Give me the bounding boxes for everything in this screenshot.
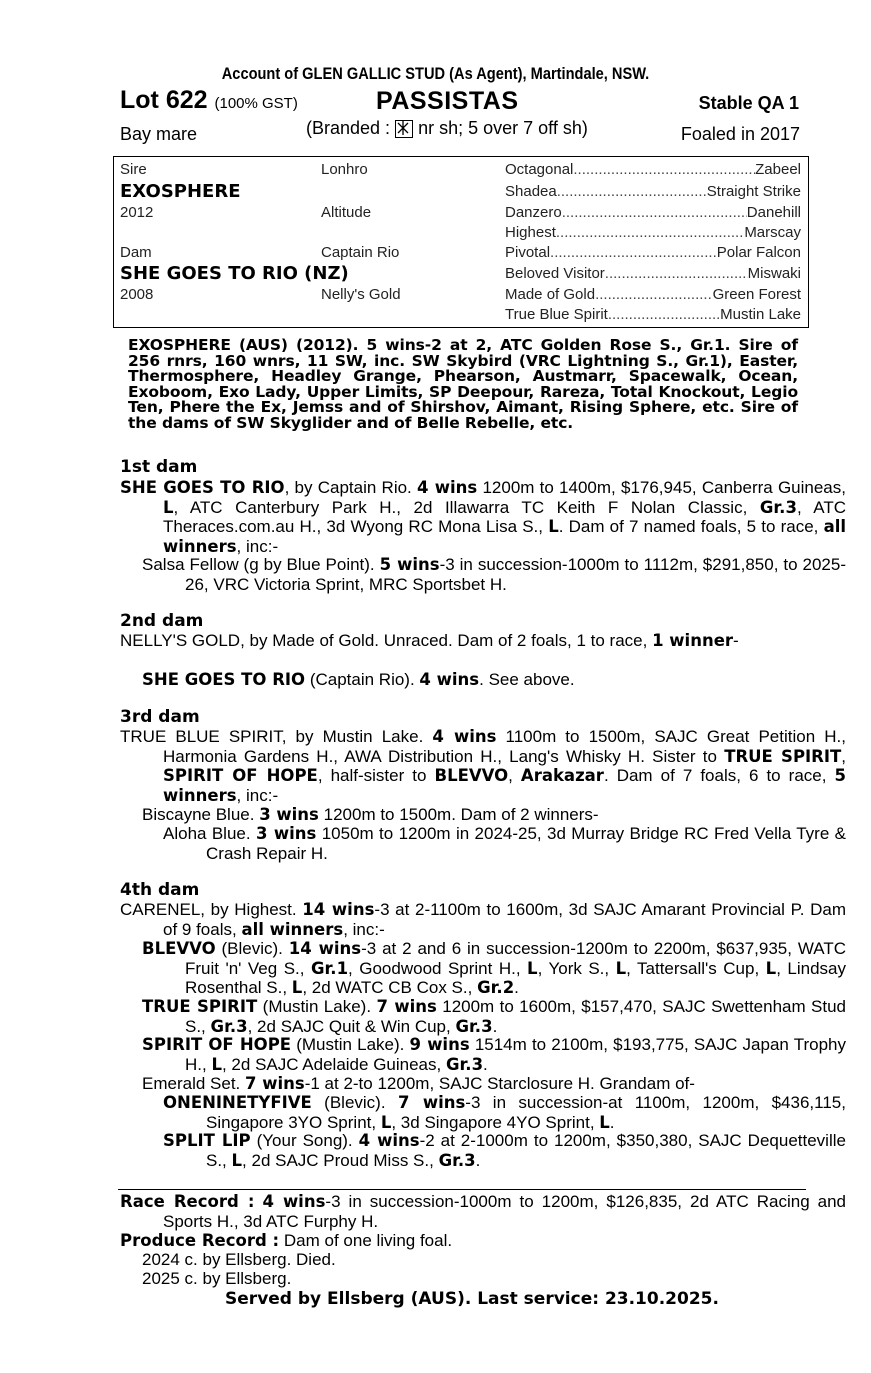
dam-sire: Captain Rio [321,244,400,261]
fourth-dam-grandprogeny: SPLIT LIP (Your Song). 4 wins-2 at 2-1000m to 1200m, $350,380, SAJC Dequetteville S., L, 2d SAJC Proud Miss S., Gr.3. [163,1131,846,1170]
dam-year: 2008 [120,286,154,303]
horse-sex-colour: Bay mare [120,124,198,144]
consignor-line: Account of GLEN GALLIC STUD (As Agent), Martindale, NSW. [221,64,650,83]
race-record: Race Record : 4 wins-3 in succession-1000m to 1200m, $126,835, 2d ATC Racing and Sports H., 3d ATC Furphy H. [120,1192,847,1231]
first-dam-heading: 1st dam [120,457,198,477]
lot-label: Lot 622 [120,86,208,114]
fourth-dam-progeny: SPIRIT OF HOPE (Mustin Lake). 9 wins 1514m to 2100m, $193,775, SAJC Japan Trophy H., L, 2d SAJC Adelaide Guineas, Gr.3. [142,1035,846,1074]
sire-summary: EXOSPHERE (AUS) (2012). 5 wins-2 at 2, ATC Golden Rose S., Gr.1. Sire of 256 rnrs, 160 wnrs, 11 SW, inc. SW Skybird (VRC Lightning S., Gr.1), Easter, Thermosphere, Headley Grange, Phearson, Austmarr, Spacewalk, Ocean, Exoboom, Exo Lady, Upper Limits, SP Deepour, Rareza, Total Knockout, Legio Ten, Phere the Ex, Jemss and of Shirshov, Aimant, Rising Sphere, etc. Sire of the dams of SW Skyglider and of Belle Rebelle, etc. [128,336,798,432]
sire-label: Sire [120,161,147,178]
second-dam-progeny: SHE GOES TO RIO (Captain Rio). 4 wins. See above. [142,670,575,689]
service-note: Served by Ellsberg (AUS). Last service: 23.10.2025. [225,1289,719,1309]
produce-record: Produce Record : Dam of one living foal. [120,1231,453,1250]
fourth-dam-progeny: BLEVVO (Blevic). 14 wins-3 at 2 and 6 in succession-1200m to 2200m, $637,935, WATC Fruit 'n' Veg S., Gr.1, Goodwood Sprint H., L, York S., L, Tattersall's Cup, L, Lindsay Rosenthal S., L, 2d WATC CB Cox S., Gr.2. [142,939,846,997]
sire-dam: Altitude [321,204,372,221]
first-dam-progeny: Salsa Fellow (g by Blue Point). 5 wins-3 in succession-1000m to 1112m, $291,850, to 2025-26, VRC Victoria Sprint, MRC Sportsbet H. [142,555,846,594]
produce-foal: 2025 c. by Ellsberg. [142,1269,292,1288]
brand-mark-icon [395,120,413,138]
second-dam-heading: 2nd dam [120,611,204,631]
brand-description: (Branded : nr sh; 5 over 7 off sh) [306,118,588,138]
produce-foal: 2024 c. by Ellsberg. Died. [142,1250,336,1269]
lot-number [120,86,298,115]
stable-number: Stable QA 1 [698,93,799,113]
pedigree-table [113,156,809,328]
third-dam-grandprogeny: Aloha Blue. 3 wins 1050m to 1200m in 2024-25, 3d Murray Bridge RC Fred Vella Tyre & Crash Repair H. [163,824,846,863]
third-dam-progeny: Biscayne Blue. 3 wins 1200m to 1500m. Dam of 2 winners- [142,805,599,824]
gst-note: (100% GST) [214,95,298,112]
dam-name: SHE GOES TO RIO (NZ) [120,263,349,284]
third-dam-heading: 3rd dam [120,707,200,727]
ggp-row: Octagonal ..... Zabeel [505,161,801,178]
sire-name: EXOSPHERE [120,181,241,202]
records-divider [118,1189,806,1190]
dam-label: Dam [120,244,152,261]
horse-name: PASSISTAS [376,87,519,115]
ggp-row: Danzero ..... Danehill [505,204,801,221]
ggp-row: Pivotal ..... Polar Falcon [505,244,801,261]
ggp-row: Shadea ..... Straight Strike [505,183,801,200]
foaled-year: Foaled in 2017 [680,124,800,144]
second-dam-text: NELLY'S GOLD, by Made of Gold. Unraced. Dam of 2 foals, 1 to race, 1 winner- [120,631,739,650]
sire-year: 2012 [120,204,154,221]
fourth-dam-text: CARENEL, by Highest. 14 wins-3 at 2-1100m to 1600m, 3d SAJC Amarant Provincial P. Dam of 9 foals, all winners, inc:- [120,900,846,939]
third-dam-text: TRUE BLUE SPIRIT, by Mustin Lake. 4 wins 1100m to 1500m, SAJC Great Petition H., Harmonia Gardens H., AWA Distribution H., Lang's Whisky H. Sister to TRUE SPIRIT, SPIRIT OF HOPE, half-sister to BLEVVO, Arakazar. Dam of 7 foals, 6 to race, 5 winners, inc:- [120,727,847,805]
sire-sire: Lonhro [321,161,368,178]
dam-dam: Nelly's Gold [321,286,401,303]
fourth-dam-progeny: Emerald Set. 7 wins-1 at 2-to 1200m, SAJC Starclosure H. Grandam of- [142,1074,695,1093]
fourth-dam-grandprogeny: ONENINETYFIVE (Blevic). 7 wins-3 in succession-at 1100m, 1200m, $436,115, Singapore 3YO Sprint, L, 3d Singapore 4YO Sprint, L. [163,1093,846,1132]
ggp-row: True Blue Spirit ..... Mustin Lake [505,306,801,323]
ggp-row: Beloved Visitor ..... Miswaki [505,265,801,282]
ggp-row: Highest ..... Marscay [505,224,801,241]
fourth-dam-progeny: TRUE SPIRIT (Mustin Lake). 7 wins 1200m to 1600m, $157,470, SAJC Swettenham Stud S., Gr.3, 2d SAJC Quit & Win Cup, Gr.3. [142,997,847,1036]
fourth-dam-heading: 4th dam [120,880,200,900]
ggp-row: Made of Gold ..... Green Forest [505,286,801,303]
first-dam-text: SHE GOES TO RIO, by Captain Rio. 4 wins 1200m to 1400m, $176,945, Canberra Guineas, L, ATC Canterbury Park H., 2d Illawarra TC Keith F Nolan Classic, Gr.3, ATC Theraces.com.au H., 3d Wyong RC Mona Lisa S., L. Dam of 7 named foals, 5 to race, all winners, inc:- [120,478,847,556]
